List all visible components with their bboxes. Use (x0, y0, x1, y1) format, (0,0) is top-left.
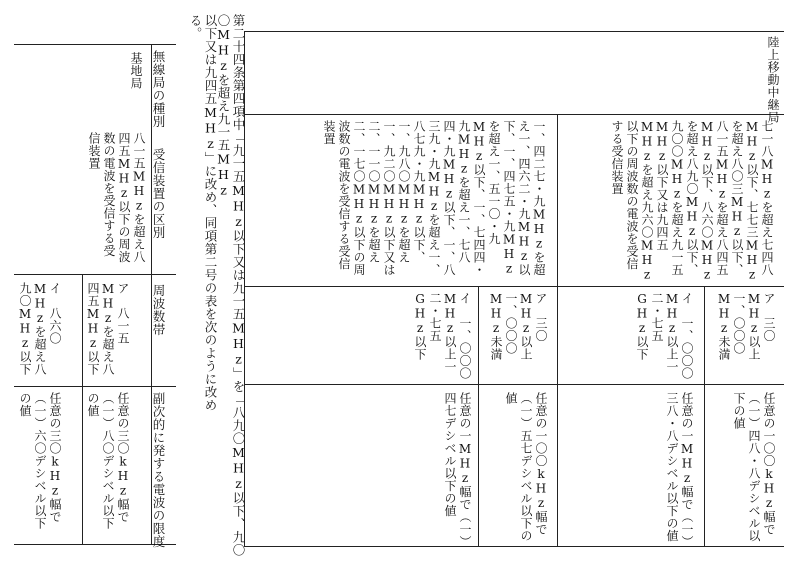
limit-cell: 任意の一〇〇kHz幅で（一）五七デシベル以下の値 (504, 392, 548, 542)
row-rule (478, 286, 479, 546)
amendment-text-line-1: 第二十四条第四項中「九一五MHz以下又は九一五MHz」を「八九〇MHz以下、九〇〇MHzを超え九一五MHz (216, 14, 246, 557)
receiver-description: 八一五MHzを超え八四五MHz以下の周波数の電波を受信する受信装置 (87, 132, 146, 263)
table-border (244, 31, 245, 546)
band-cell: ア 三〇MHz以上一、〇〇〇MHz未満 (489, 292, 548, 361)
band-cell: ア 三〇MHz以上一、〇〇〇MHz未満 (717, 292, 776, 361)
table-border (244, 546, 784, 547)
band-cell: イ 一、〇〇〇MHz以上一二・七五GHz以下 (635, 292, 694, 380)
header-receiver-class: 受信装置の区別 (151, 148, 166, 239)
row-rule (704, 286, 705, 546)
band-cell: ア 八一五MHzを超え八四五MHz以下 (86, 282, 130, 376)
table-rule (244, 286, 784, 287)
group-rule (557, 114, 558, 546)
limit-cell: 任意の三〇kHz幅で（一）六〇デシベル以下の値 (18, 392, 62, 530)
limit-cell: 任意の一MHz幅で（一）四七デシベル以下の値 (443, 392, 472, 542)
amendment-text-line-2: 以下又は九四五MHz」に改め、同項第二号の表を次のように改める。 (188, 14, 218, 412)
station-name: 陸上移動中継局 (766, 36, 780, 124)
station-name: 基地局 (129, 52, 143, 90)
table-rule (244, 114, 784, 115)
receiver-description: 一、四二七・九MHzを超え一、四六二・九MHz以下、一、四七五・九MHzを超え一、五一〇・九MHz以下、一、七四四・九MHzを超え一、七八四・九MHz以下、一、八三九・九MHzを超え一、八七九・九MHz以下、一、九八〇MHzを超え一、九二〇MHz以下又は二、一一〇MHzを超え二、一七〇MHz以下の周波数の電波を受信する受信装置 (322, 120, 546, 276)
limit-cell: 任意の三〇kHz幅で（一）八〇デシベル以下の値 (86, 392, 130, 530)
band-cell: イ 一、〇〇〇MHz以上一二・七五GHz以下 (413, 292, 472, 380)
limit-cell: 任意の一MHz幅で（一）三八・八デシベル以下の値 (665, 392, 694, 542)
receiver-description: 七一八MHzを超え七四八MHz以下、七七三MHzを超え八〇三MHz以下、八一五MHzを超え八四五MHz以下、八六〇MHzを超え八九〇MHz以下、九〇〇MHzを超え九一五MHz以下又は九四五MHzを超え九六〇MHz以下の周波数の電波を受信する受信装置 (610, 120, 774, 282)
limit-cell: 任意の一〇〇kHz幅で（一）四八・八デシベル以下の値 (732, 392, 776, 542)
table-rule (244, 384, 784, 385)
header-limit: 副次的に発する電波の限度 (151, 392, 166, 548)
band-cell: イ 八六〇MHzを超え八九〇MHz以下 (18, 282, 62, 376)
row-rule (82, 274, 83, 544)
header-station-type: 無線局の種別 (151, 50, 166, 128)
table-border (244, 31, 784, 32)
header-band: 周波数帯 (151, 284, 166, 336)
